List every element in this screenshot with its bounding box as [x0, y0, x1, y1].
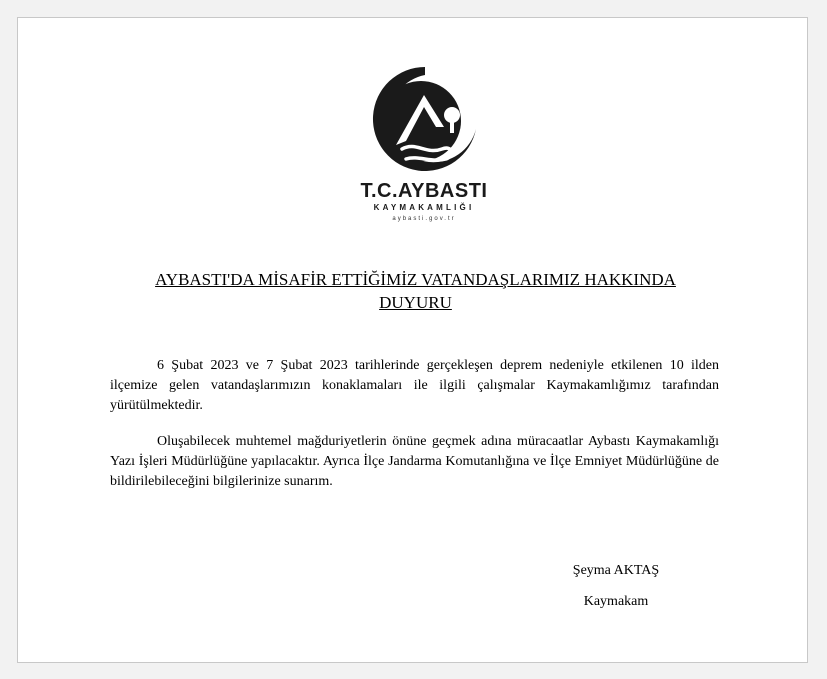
signature-name: Şeyma AKTAŞ: [572, 563, 660, 578]
logo-url: aybasti.gov.tr: [392, 216, 456, 222]
logo-text-block: [334, 180, 514, 223]
signature-role: Kaymakam: [583, 594, 649, 609]
document-title-line2: DUYURU: [379, 293, 452, 312]
document-page: [17, 17, 808, 663]
document-title-line1: AYBASTI'DA MİSAFİR ETTİĞİMİZ VATANDAŞLARIMIZ HAKKINDA: [155, 270, 676, 289]
document-title: [78, 268, 753, 314]
logo-title: T.C.AYBASTI: [360, 180, 488, 202]
logo-subtitle: KAYMAKAMLIĞI: [373, 203, 475, 212]
paragraph-2: Oluşabilecek muhtemel mağduriyetlerin önüne geçmek adına müracaatlar Aybastı Kaymakamlığı Yazı İşleri Müdürlüğüne yapılacaktır. Ayrıca İlçe Jandarma Komutanlığına ve İlçe Emniyet Müdürlüğüne de bildirilebileceğini bilgilerinize sunarım.: [110, 434, 719, 489]
aybasti-emblem-icon: [366, 63, 484, 175]
paragraph-1: 6 Şubat 2023 ve 7 Şubat 2023 tarihlerinde gerçekleşen deprem nedeniyle etkilenen 10 ilden ilçemize gelen vatandaşlarımızın konaklamaları ile ilgili çalışmalar Kaymakamlığımız tarafından yürütülmektedir.: [110, 358, 719, 413]
